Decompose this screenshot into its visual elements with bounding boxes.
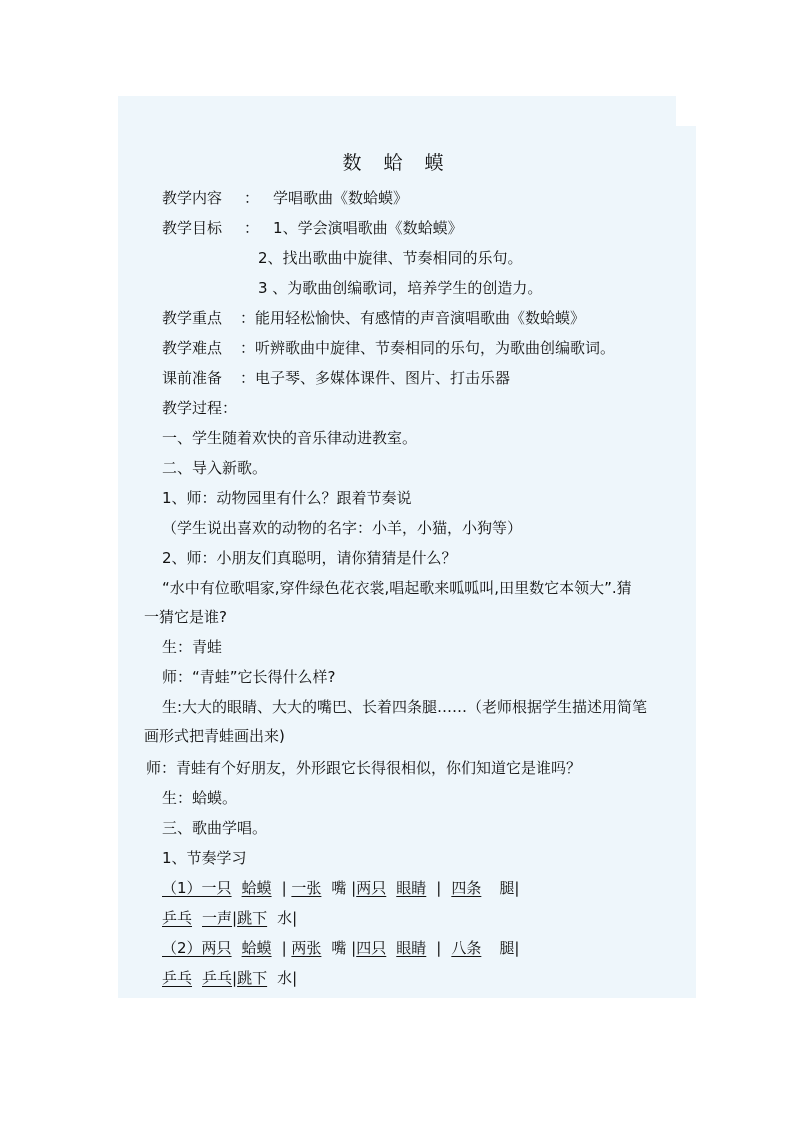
goal-3: 3 、为歌曲创编歌词，培养学生的创造力。: [258, 279, 543, 297]
answer-3: 生：蛤蟆。: [162, 789, 238, 807]
rhythm-2-line-2: 乒乓 乒乓|跳下 水|: [162, 969, 298, 987]
document-title: 数 蛤 蟆: [342, 152, 452, 174]
meta-prep: 课前准备 ：电子琴、多媒体课件、图片、打击乐器: [162, 369, 511, 387]
question-3: 师：青蛙有个好朋友，外形跟它长得很相似，你们知道它是谁吗？: [146, 759, 582, 777]
meta-difficulty: 教学难点 ：听辨歌曲中旋律、节奏相同的乐句，为歌曲创编歌词。: [162, 339, 616, 357]
para-1: 1、师：动物园里有什么？跟着节奏说: [162, 489, 412, 507]
para-2: （学生说出喜欢的动物的名字：小羊，小猫，小狗等）: [162, 519, 523, 537]
process-heading: 教学过程：: [162, 399, 238, 417]
rhythm-1-line-1: （1）一只 蛤蟆 | 一张 嘴 |两只 眼睛 | 四条 腿|: [162, 879, 520, 897]
step-2: 二、导入新歌。: [162, 459, 268, 477]
step-3: 三、歌曲学唱。: [162, 819, 268, 837]
meta-goal: 教学目标 ： 1、学会演唱歌曲《数蛤蟆》: [162, 219, 463, 237]
meta-key: 教学重点 ：能用轻松愉快、有感情的声音演唱歌曲《数蛤蟆》: [162, 309, 586, 327]
answer-2-line-1: 生:大大的眼睛、大大的嘴巴、长着四条腿……（老师根据学生描述用简笔: [162, 698, 648, 716]
rhythm-2-line-1: （2）两只 蛤蟆 | 两张 嘴 |四只 眼睛 | 八条 腿|: [162, 939, 520, 957]
question-2: 师：“青蛙”它长得什么样?: [162, 668, 336, 686]
riddle-line-2: 一猜它是谁?: [144, 608, 227, 626]
answer-2-line-2: 画形式把青蛙画出来): [144, 727, 285, 745]
rhythm-1-line-2: 乒乓 一声|跳下 水|: [162, 909, 298, 927]
answer-1: 生：青蛙: [162, 638, 223, 656]
para-3: 2、师：小朋友们真聪明，请你猜猜是什么？: [162, 549, 457, 567]
meta-content: 教学内容 ： 学唱歌曲《数蛤蟆》: [162, 189, 409, 207]
riddle-line-1: “水中有位歌唱家,穿件绿色花衣裳,唱起歌来呱呱叫,田里数它本领大”.猜: [162, 579, 632, 597]
page-band-top: [118, 96, 676, 128]
step-1: 一、学生随着欢快的音乐律动进教室。: [162, 429, 418, 447]
rhythm-heading: 1、节奏学习: [162, 849, 247, 867]
goal-2: 2、找出歌曲中旋律、节奏相同的乐句。: [258, 249, 523, 267]
